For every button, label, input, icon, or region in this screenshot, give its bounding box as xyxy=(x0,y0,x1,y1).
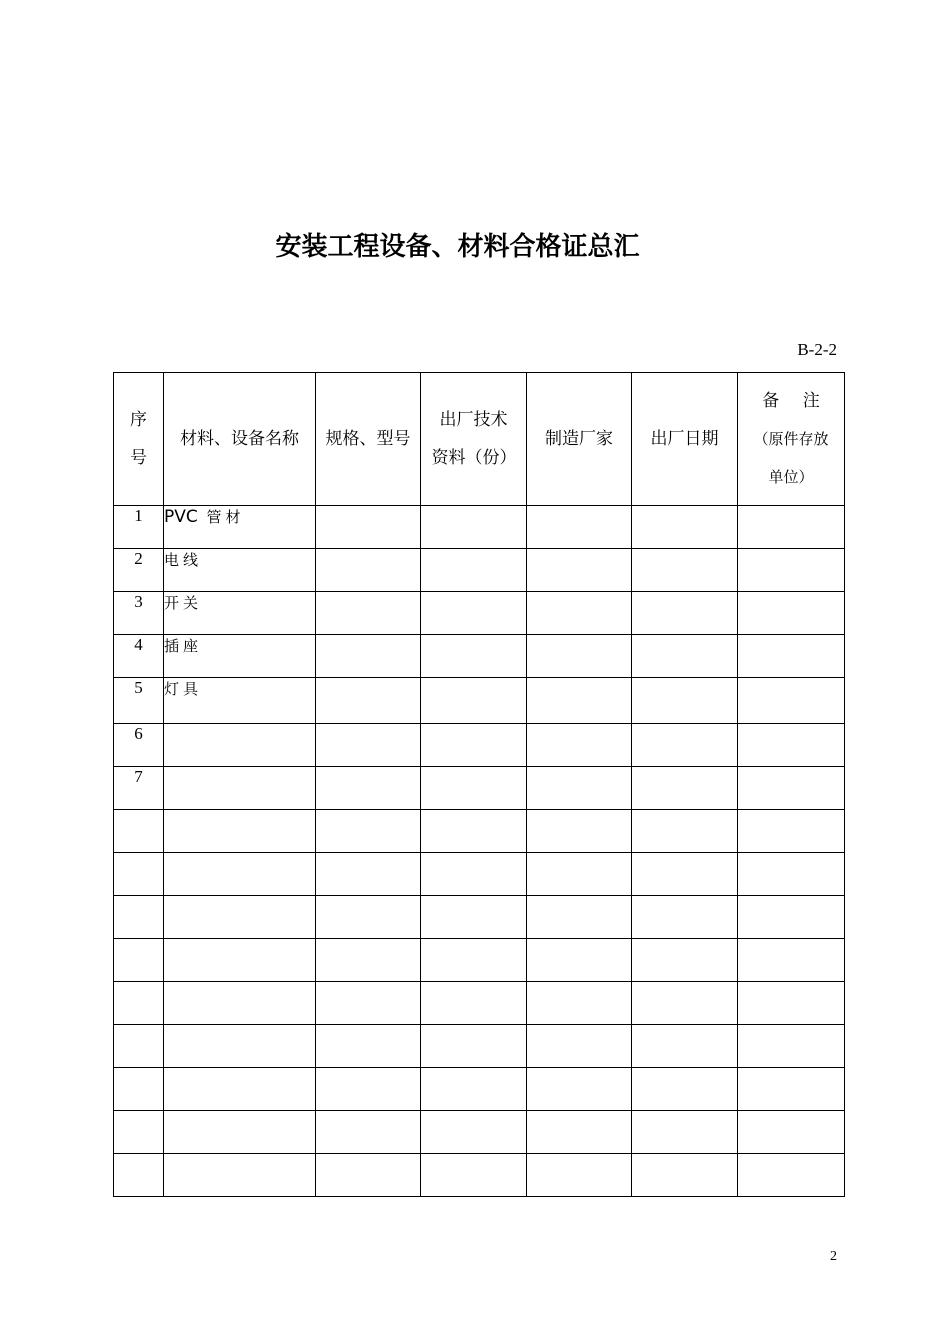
cell-date xyxy=(632,982,738,1025)
cell-spec xyxy=(316,1068,421,1111)
cell-manufacturer xyxy=(527,1154,632,1197)
cell-date xyxy=(632,767,738,810)
cell-remark xyxy=(738,724,845,767)
table-row xyxy=(114,678,845,724)
cell-manufacturer xyxy=(527,939,632,982)
header-tech-docs xyxy=(421,373,527,506)
header-tech-docs-line1: 出厂技术 xyxy=(439,410,508,430)
cell-tech-docs xyxy=(421,767,527,810)
cell-manufacturer xyxy=(527,896,632,939)
cell-seq xyxy=(114,939,164,982)
table-row xyxy=(114,1154,845,1197)
cell-spec xyxy=(316,767,421,810)
cell-remark xyxy=(738,767,845,810)
cell-name xyxy=(164,1025,316,1068)
cell-manufacturer xyxy=(527,1025,632,1068)
cell-tech-docs xyxy=(421,896,527,939)
header-remark-line1: 备 注 xyxy=(762,391,820,411)
cell-seq xyxy=(114,1068,164,1111)
cell-seq: 3 xyxy=(114,592,164,635)
cell-tech-docs xyxy=(421,853,527,896)
table-row xyxy=(114,506,845,549)
table-row xyxy=(114,939,845,982)
header-tech-docs-line2: 资料（份） xyxy=(431,448,517,468)
cell-remark xyxy=(738,678,845,724)
cell-name xyxy=(164,549,316,592)
cell-tech-docs xyxy=(421,678,527,724)
cell-name xyxy=(164,1154,316,1197)
table-row xyxy=(114,982,845,1025)
table-row xyxy=(114,767,845,810)
cell-spec xyxy=(316,939,421,982)
cell-remark xyxy=(738,982,845,1025)
table-row xyxy=(114,635,845,678)
cell-seq xyxy=(114,982,164,1025)
cell-date xyxy=(632,853,738,896)
cell-remark xyxy=(738,1068,845,1111)
cell-date xyxy=(632,939,738,982)
cell-remark xyxy=(738,853,845,896)
cell-date xyxy=(632,635,738,678)
cell-date xyxy=(632,592,738,635)
cell-name xyxy=(164,506,316,549)
header-spec: 规格、型号 xyxy=(316,373,421,506)
table-row xyxy=(114,1025,845,1068)
cell-seq: 1 xyxy=(114,506,164,549)
cell-date xyxy=(632,1111,738,1154)
cell-date xyxy=(632,896,738,939)
cell-spec xyxy=(316,810,421,853)
table-row xyxy=(114,549,845,592)
cell-tech-docs xyxy=(421,635,527,678)
cell-seq xyxy=(114,1154,164,1197)
cell-name xyxy=(164,896,316,939)
page-number: 2 xyxy=(830,1249,837,1264)
cell-seq: 2 xyxy=(114,549,164,592)
cell-spec xyxy=(316,635,421,678)
cell-spec xyxy=(316,853,421,896)
header-remark-line3: 单位） xyxy=(768,468,814,486)
cell-remark xyxy=(738,1111,845,1154)
cell-seq: 7 xyxy=(114,767,164,810)
table-row xyxy=(114,1068,845,1111)
cell-manufacturer xyxy=(527,724,632,767)
table-row xyxy=(114,592,845,635)
cell-seq xyxy=(114,853,164,896)
cell-name xyxy=(164,767,316,810)
cell-remark xyxy=(738,635,845,678)
cell-name-text: 灯具 xyxy=(164,680,203,698)
cell-remark xyxy=(738,896,845,939)
cell-manufacturer xyxy=(527,506,632,549)
table-row xyxy=(114,896,845,939)
cell-remark xyxy=(738,1154,845,1197)
cell-manufacturer xyxy=(527,635,632,678)
cell-date xyxy=(632,1154,738,1197)
cell-spec xyxy=(316,1154,421,1197)
header-row xyxy=(114,373,845,506)
table-row xyxy=(114,853,845,896)
cell-name-text: 开关 xyxy=(164,594,203,612)
cell-seq: 6 xyxy=(114,724,164,767)
cell-manufacturer xyxy=(527,1111,632,1154)
header-remark-line2: （原件存放 xyxy=(753,430,829,448)
cell-manufacturer xyxy=(527,767,632,810)
cell-manufacturer xyxy=(527,1068,632,1111)
cell-name xyxy=(164,592,316,635)
cell-remark xyxy=(738,1025,845,1068)
cell-tech-docs xyxy=(421,724,527,767)
cell-date xyxy=(632,724,738,767)
header-manufacturer: 制造厂家 xyxy=(527,373,632,506)
cell-tech-docs xyxy=(421,506,527,549)
cell-spec xyxy=(316,1111,421,1154)
cell-seq xyxy=(114,810,164,853)
cell-date xyxy=(632,549,738,592)
cell-spec xyxy=(316,896,421,939)
cell-spec xyxy=(316,1025,421,1068)
cell-tech-docs xyxy=(421,1068,527,1111)
cell-name xyxy=(164,1068,316,1111)
form-code: B-2-2 xyxy=(797,340,837,359)
cell-remark xyxy=(738,939,845,982)
cell-tech-docs xyxy=(421,810,527,853)
cell-spec xyxy=(316,678,421,724)
cell-spec xyxy=(316,506,421,549)
cell-name xyxy=(164,939,316,982)
cell-remark xyxy=(738,810,845,853)
table-row xyxy=(114,1111,845,1154)
cell-tech-docs xyxy=(421,939,527,982)
cell-date xyxy=(632,810,738,853)
cell-date xyxy=(632,1068,738,1111)
cell-seq xyxy=(114,1111,164,1154)
cell-name xyxy=(164,1111,316,1154)
cell-seq: 5 xyxy=(114,678,164,724)
cell-name xyxy=(164,678,316,724)
cell-tech-docs xyxy=(421,1025,527,1068)
cell-date xyxy=(632,506,738,549)
cell-name-prefix: PVC xyxy=(164,507,198,527)
header-remark xyxy=(738,373,845,506)
cell-tech-docs xyxy=(421,1111,527,1154)
cell-name-text: 电线 xyxy=(164,551,203,569)
header-seq: 序号 xyxy=(114,373,164,506)
cell-seq xyxy=(114,896,164,939)
header-name: 材料、设备名称 xyxy=(164,373,316,506)
cell-remark xyxy=(738,506,845,549)
cell-tech-docs xyxy=(421,1154,527,1197)
cell-spec xyxy=(316,549,421,592)
table-row xyxy=(114,724,845,767)
document-title: 安装工程设备、材料合格证总汇 xyxy=(275,232,640,262)
cell-remark xyxy=(738,549,845,592)
cell-tech-docs xyxy=(421,549,527,592)
cell-seq xyxy=(114,1025,164,1068)
cell-name xyxy=(164,982,316,1025)
cell-name-text: 插座 xyxy=(164,637,203,655)
cell-spec xyxy=(316,592,421,635)
cell-manufacturer xyxy=(527,853,632,896)
cell-manufacturer xyxy=(527,982,632,1025)
cell-manufacturer xyxy=(527,810,632,853)
cell-tech-docs xyxy=(421,592,527,635)
cell-name xyxy=(164,635,316,678)
cell-manufacturer xyxy=(527,678,632,724)
cell-spec xyxy=(316,724,421,767)
cell-tech-docs xyxy=(421,982,527,1025)
cell-date xyxy=(632,1025,738,1068)
cell-remark xyxy=(738,592,845,635)
cell-name xyxy=(164,724,316,767)
cell-manufacturer xyxy=(527,592,632,635)
cell-seq: 4 xyxy=(114,635,164,678)
cell-date xyxy=(632,678,738,724)
cell-manufacturer xyxy=(527,549,632,592)
cell-spec xyxy=(316,982,421,1025)
table-row xyxy=(114,810,845,853)
header-date: 出厂日期 xyxy=(632,373,738,506)
certificate-summary-table xyxy=(113,372,845,1197)
cell-name xyxy=(164,810,316,853)
cell-name xyxy=(164,853,316,896)
cell-name-text: 管材 xyxy=(206,508,245,526)
